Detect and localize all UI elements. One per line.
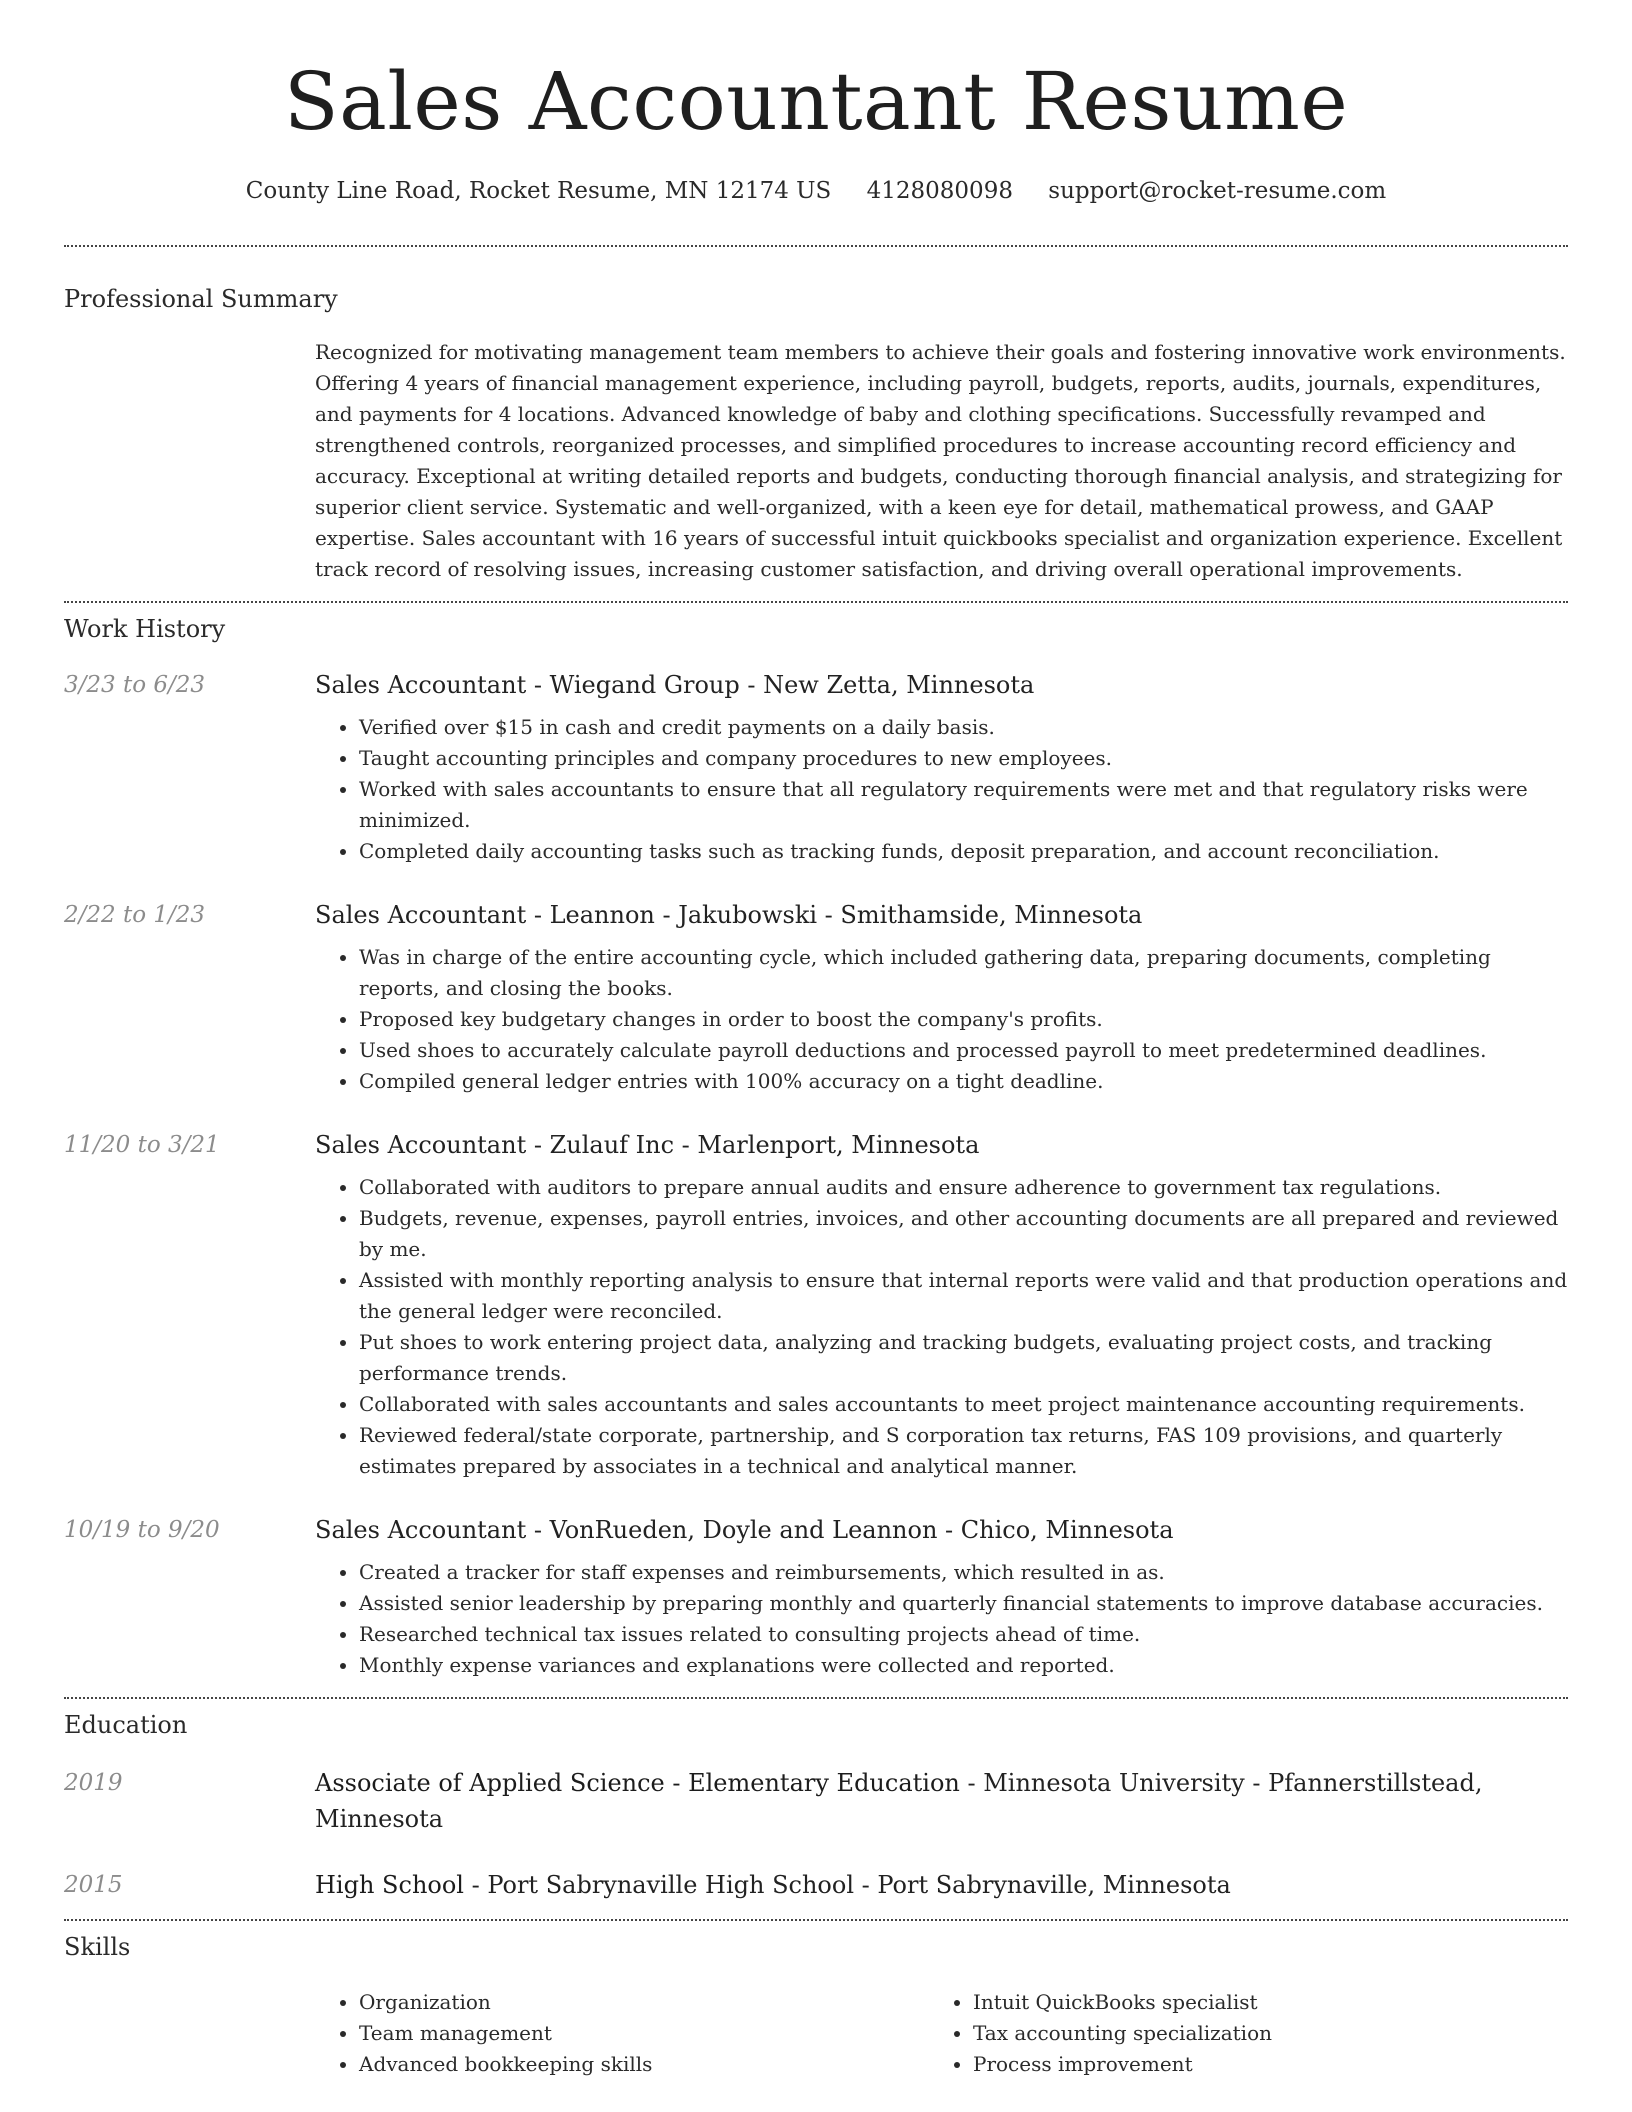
skill-item: • Process improvement [973,2049,1543,2080]
job-bullet: • Monthly expense variances and explanations were collected and reported. [359,1650,1568,1681]
education-heading: Education [64,1711,188,1739]
job-bullet: • Used shoes to accurately calculate payroll deductions and processed payroll to meet predetermined deadlines. [359,1035,1568,1066]
section-divider [64,245,1568,247]
job-bullet: • Completed daily accounting tasks such as tracking funds, deposit preparation, and account reconciliation. [359,836,1568,867]
summary-text: Recognized for motivating management team members to achieve their goals and fostering innovative work environments. Offering 4 years of financial management experience, including payroll, budgets, reports, audits, journals, expenditures, and payments for 4 locations. Advanced knowledge of baby and clothing specifications. Successfully revamped and strengthened controls, reorganized processes, and simplified procedures to increase accounting record efficiency and accuracy. Exceptional at writing detailed reports and budgets, conducting thorough financial analysis, and strategizing for superior client service. Systematic and well-organized, with a keen eye for detail, mathematical prowess, and GAAP expertise. Sales accountant with 16 years of successful intuit quickbooks specialist and organization experience. Excellent track record of resolving issues, increasing customer satisfaction, and driving overall operational improvements. [315,340,1566,581]
job-bullet: • Taught accounting principles and company procedures to new employees. [359,743,1568,774]
job-dates: 2/22 to 1/23 [64,902,206,928]
job-bullet: • Assisted senior leadership by preparing monthly and quarterly financial statements to improve database accuracies. [359,1588,1568,1619]
job-title: Sales Accountant - Zulauf Inc - Marlenport, Minnesota [315,1131,980,1159]
section-divider [64,1697,1568,1699]
work-heading: Work History [64,615,226,643]
work-section [64,615,1568,1681]
resume-page [64,0,1568,2080]
job-bullet: • Proposed key budgetary changes in order to boost the company's profits. [359,1004,1568,1035]
job-bullets [315,712,1568,867]
job-bullet: • Reviewed federal/state corporate, partnership, and S corporation tax returns, FAS 109 provisions, and quarterly estimates prepared by associates in a technical and analytical manner. [359,1420,1568,1482]
skills-list-right [929,1987,1543,2080]
job-dates: 10/19 to 9/20 [64,1517,220,1543]
skill-item: • Intuit QuickBooks specialist [973,1987,1543,2018]
education-entry [64,1867,1568,1903]
education-section [64,1711,1568,1903]
job-entry [64,1130,1568,1482]
skills-grid [315,1987,1568,2080]
education-year: 2019 [64,1770,123,1796]
contact-address: County Line Road, Rocket Resume, MN 12174 US [245,178,832,204]
skill-item: • Tax accounting specialization [973,2018,1543,2049]
skill-item: • Advanced bookkeeping skills [359,2049,929,2080]
job-dates: 3/23 to 6/23 [64,672,206,698]
job-title: Sales Accountant - VonRueden, Doyle and Leannon - Chico, Minnesota [315,1516,1174,1544]
skill-item: • Team management [359,2018,929,2049]
job-bullet: • Budgets, revenue, expenses, payroll entries, invoices, and other accounting documents are all prepared and reviewed by me. [359,1203,1568,1265]
job-entry [64,670,1568,867]
job-entry [64,1515,1568,1681]
skill-item: • Organization [359,1987,929,2018]
education-degree: Associate of Applied Science - Elementary Education [315,1769,960,1797]
contact-phone: 4128080098 [866,178,1013,204]
skills-heading: Skills [64,1933,131,1961]
job-bullets [315,942,1568,1097]
resume-title: Sales Accountant Resume [283,55,1349,148]
summary-section [64,285,1568,585]
education-year: 2015 [64,1872,123,1898]
job-bullet: • Assisted with monthly reporting analysis to ensure that internal reports were valid and that production operations and the general ledger were reconciled. [359,1265,1568,1327]
job-title: Sales Accountant - Leannon - Jakubowski - Smithamside, Minnesota [315,901,1143,929]
job-bullet: • Put shoes to work entering project data, analyzing and tracking budgets, evaluating project costs, and tracking performance trends. [359,1327,1568,1389]
skills-section [64,1933,1568,2080]
section-divider [64,1919,1568,1921]
education-school: - Minnesota University - Pfannerstillstead, Minnesota [315,1769,1483,1833]
job-bullet: • Created a tracker for staff expenses and reimbursements, which resulted in as. [359,1557,1568,1588]
job-title: Sales Accountant - Wiegand Group - New Zetta, Minnesota [315,671,1035,699]
job-bullet: • Verified over $15 in cash and credit payments on a daily basis. [359,712,1568,743]
education-school: - Port Sabrynaville High School - Port Sabrynaville, Minnesota [463,1871,1231,1899]
education-entry [64,1765,1568,1837]
job-bullet: • Researched technical tax issues related to consulting projects ahead of time. [359,1619,1568,1650]
job-dates: 11/20 to 3/21 [64,1132,220,1158]
job-bullets [315,1172,1568,1482]
section-divider [64,601,1568,603]
job-bullet: • Was in charge of the entire accounting cycle, which included gathering data, preparing documents, completing reports, and closing the books. [359,942,1568,1004]
job-bullets [315,1557,1568,1681]
contact-email[interactable]: support@rocket-resume.com [1048,178,1387,204]
job-bullet: • Compiled general ledger entries with 100% accuracy on a tight deadline. [359,1066,1568,1097]
education-degree: High School [315,1871,464,1899]
job-bullet: • Collaborated with sales accountants and sales accountants to meet project maintenance accounting requirements. [359,1389,1568,1420]
job-bullet: • Worked with sales accountants to ensure that all regulatory requirements were met and that regulatory risks were minimized. [359,774,1568,836]
summary-heading: Professional Summary [64,285,338,313]
job-bullet: • Collaborated with auditors to prepare annual audits and ensure adherence to government tax regulations. [359,1172,1568,1203]
contact-line [64,178,1568,204]
skills-list-left [315,1987,929,2080]
job-entry [64,900,1568,1097]
